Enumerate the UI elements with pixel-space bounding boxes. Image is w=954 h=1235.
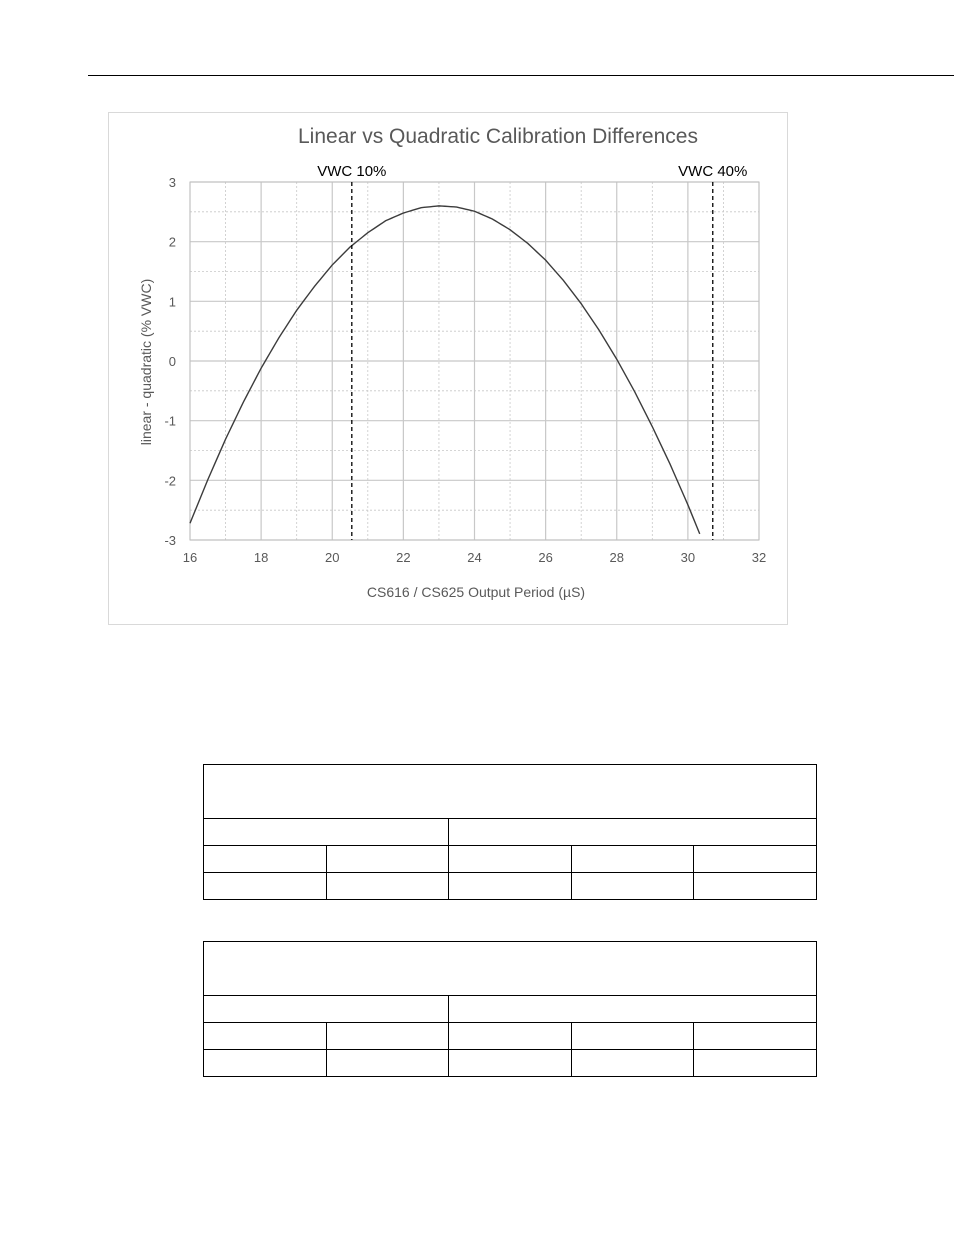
- x-tick-label: 16: [182, 550, 198, 565]
- x-tick-label: 20: [325, 550, 340, 565]
- table-cell: [571, 846, 694, 873]
- y-tick-label: -3: [164, 533, 176, 548]
- y-tick-label: 3: [168, 175, 176, 190]
- x-tick-label: 24: [467, 550, 482, 565]
- table-cell: [326, 846, 449, 873]
- table-cell: [326, 1050, 449, 1077]
- table-cell: [571, 1023, 694, 1050]
- y-tick-label: 2: [168, 234, 176, 250]
- table-cell: [449, 996, 817, 1023]
- table-cell: [449, 873, 572, 900]
- x-tick-label: 32: [751, 550, 767, 565]
- table-cell: [204, 1050, 327, 1077]
- tick-labels: [164, 175, 766, 565]
- chart-svg: [109, 113, 787, 624]
- table-1: [203, 764, 817, 900]
- y-axis-label: linear - quadratic (% VWC): [138, 278, 154, 446]
- annotations: [317, 163, 747, 540]
- chart-container: [108, 112, 788, 625]
- x-axis-label: CS616 / CS625 Output Period (µS): [366, 584, 586, 600]
- table-header-cell: [204, 765, 817, 819]
- x-tick-label: 18: [253, 550, 269, 565]
- table-cell: [449, 1050, 572, 1077]
- y-tick-label: 1: [168, 294, 176, 310]
- table-cell: [326, 873, 449, 900]
- table-cell: [449, 1023, 572, 1050]
- table-cell: [204, 846, 327, 873]
- header-rule: [88, 75, 954, 76]
- table-header-cell: [204, 942, 817, 996]
- series-line: [190, 206, 700, 534]
- x-tick-label: 22: [396, 550, 411, 565]
- table-cell: [571, 1050, 694, 1077]
- table-cell: [204, 1023, 327, 1050]
- table-cell: [694, 846, 817, 873]
- table-cell: [694, 873, 817, 900]
- annotation-label: VWC 40%: [678, 163, 748, 180]
- x-tick-label: 30: [680, 550, 696, 565]
- table-cell: [449, 819, 817, 846]
- chart-title: Linear vs Quadratic Calibration Differences: [298, 125, 698, 148]
- x-tick-label: 26: [538, 550, 553, 565]
- y-tick-label: -2: [164, 473, 176, 489]
- table-cell: [204, 996, 449, 1023]
- grid: [190, 182, 759, 540]
- table-2: [203, 941, 817, 1077]
- table-cell: [694, 1023, 817, 1050]
- y-tick-label: -1: [164, 413, 176, 429]
- table-cell: [204, 819, 449, 846]
- y-tick-label: 0: [168, 354, 176, 369]
- table-cell: [449, 846, 572, 873]
- x-tick-label: 28: [609, 550, 624, 565]
- table-cell: [694, 1050, 817, 1077]
- table-cell: [571, 873, 694, 900]
- table-cell: [204, 873, 327, 900]
- table-cell: [326, 1023, 449, 1050]
- annotation-label: VWC 10%: [317, 163, 387, 180]
